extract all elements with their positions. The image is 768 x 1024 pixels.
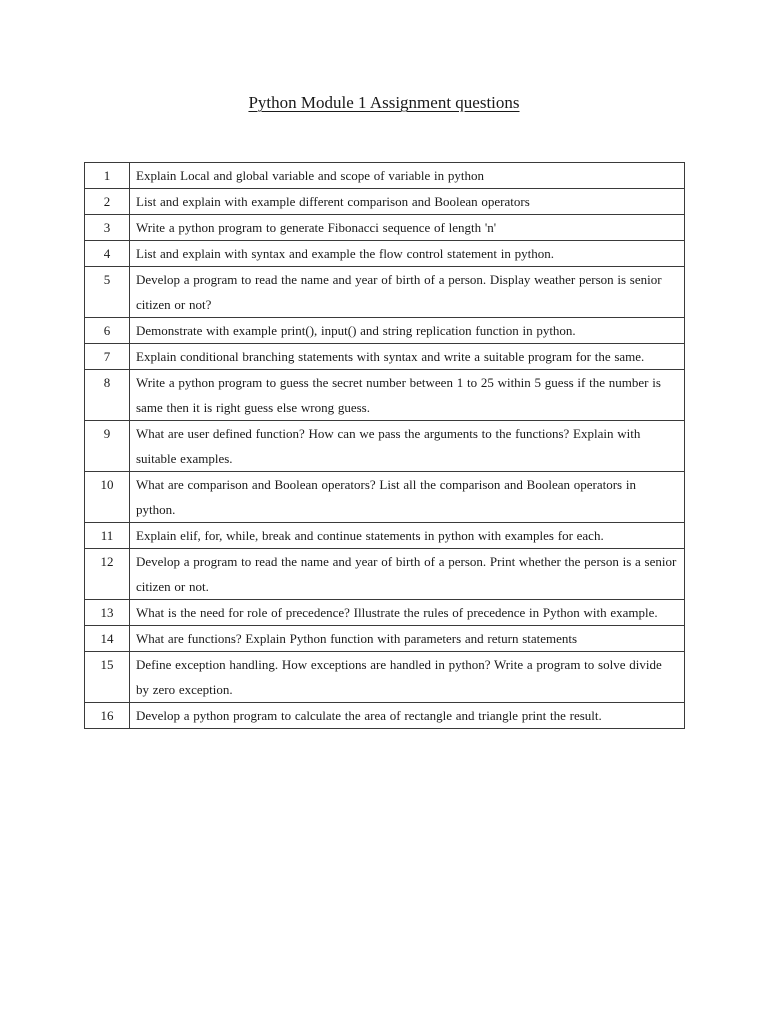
table-row [85,189,685,215]
table-row [85,703,685,729]
questions-table-body [85,163,685,729]
question-text: Explain Local and global variable and scope of variable in python [130,163,685,189]
table-row [85,370,685,421]
table-row [85,344,685,370]
table-row [85,267,685,318]
page-title-text: Python Module 1 Assignment questions [248,93,520,112]
table-row [85,318,685,344]
question-text: What are user defined function? How can we pass the arguments to the functions? Explain with suitable examples. [130,421,685,472]
table-row [85,163,685,189]
question-number: 5 [85,267,130,318]
question-text: What is the need for role of precedence? Illustrate the rules of precedence in Python with example. [130,600,685,626]
question-number: 14 [85,626,130,652]
question-text: List and explain with syntax and example the flow control statement in python. [130,241,685,267]
question-number: 1 [85,163,130,189]
question-text: Explain elif, for, while, break and continue statements in python with examples for each. [130,523,685,549]
question-number: 11 [85,523,130,549]
table-row [85,421,685,472]
question-number: 16 [85,703,130,729]
question-text: Write a python program to guess the secret number between 1 to 25 within 5 guess if the number is same then it is right guess else wrong guess. [130,370,685,421]
page-title [0,92,768,114]
question-text: Explain conditional branching statements with syntax and write a suitable program for the same. [130,344,685,370]
question-text: Write a python program to generate Fibonacci sequence of length 'n' [130,215,685,241]
question-text: Demonstrate with example print(), input() and string replication function in python. [130,318,685,344]
question-text: Develop a python program to calculate the area of rectangle and triangle print the result. [130,703,685,729]
question-number: 12 [85,549,130,600]
table-row [85,215,685,241]
question-text: What are comparison and Boolean operators? List all the comparison and Boolean operators in python. [130,472,685,523]
question-text: Develop a program to read the name and year of birth of a person. Print whether the person is a senior citizen or not. [130,549,685,600]
question-text: Define exception handling. How exceptions are handled in python? Write a program to solve divide by zero exception. [130,652,685,703]
table-row [85,472,685,523]
question-number: 13 [85,600,130,626]
questions-table [84,162,685,729]
question-number: 10 [85,472,130,523]
table-row [85,549,685,600]
table-row [85,600,685,626]
table-row [85,626,685,652]
table-row [85,241,685,267]
table-row [85,523,685,549]
question-text: What are functions? Explain Python function with parameters and return statements [130,626,685,652]
table-row [85,652,685,703]
question-number: 4 [85,241,130,267]
question-text: Develop a program to read the name and year of birth of a person. Display weather person is senior citizen or not? [130,267,685,318]
question-number: 8 [85,370,130,421]
question-number: 7 [85,344,130,370]
question-number: 15 [85,652,130,703]
question-number: 9 [85,421,130,472]
question-number: 2 [85,189,130,215]
question-number: 6 [85,318,130,344]
question-text: List and explain with example different comparison and Boolean operators [130,189,685,215]
question-number: 3 [85,215,130,241]
